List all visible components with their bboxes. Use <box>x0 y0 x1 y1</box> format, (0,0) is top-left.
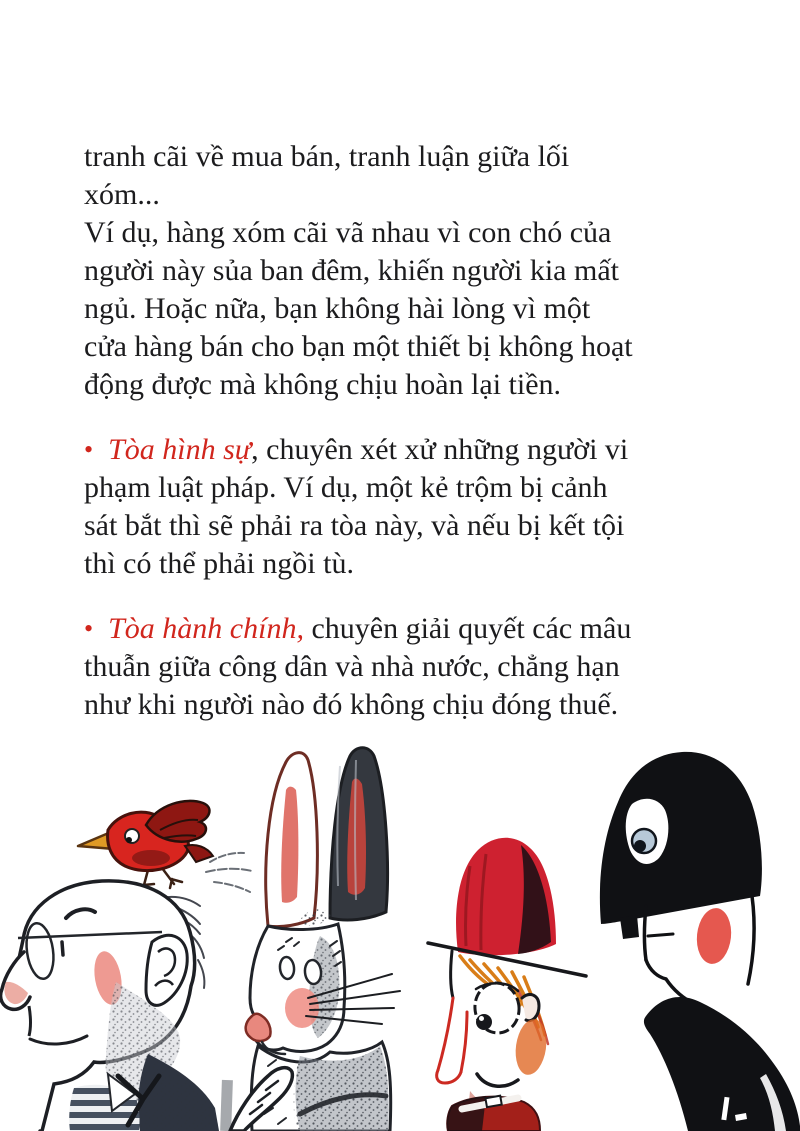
paragraph-1 <box>84 138 764 214</box>
text-run: , chuyên xét xử những người vi <box>251 433 629 466</box>
text-line: Ví dụ, hàng xóm cãi vã nhau vì con chó của <box>84 216 612 249</box>
text-line: phạm luật pháp. Ví dụ, một kẻ trộm bị cảnh <box>84 471 608 504</box>
text-line: như khi người nào đó không chịu đóng thuế. <box>84 688 619 721</box>
text-line: tranh cãi về mua bán, tranh luận giữa lối <box>84 140 570 173</box>
court-name-red-italic: Tòa hình sự <box>108 433 252 466</box>
motion-lines-icon <box>206 853 252 892</box>
paragraph-2 <box>84 214 764 404</box>
court-name-red-italic: Tòa hành chính, <box>108 612 304 645</box>
bullet-dot: • <box>84 614 94 643</box>
hooded-figure-icon <box>600 752 800 1131</box>
rabbit-icon <box>230 748 400 1131</box>
text-line: xóm... <box>84 178 160 211</box>
text-line: người này sủa ban đêm, khiến người kia mất <box>84 254 619 287</box>
characters-illustration <box>0 746 800 1131</box>
bullet-dot: • <box>84 435 94 464</box>
bullet-item-administrative-court <box>84 610 764 724</box>
text-run: chuyên giải quyết các mâu <box>303 612 632 645</box>
body-text <box>84 138 764 724</box>
bullet-item-criminal-court <box>84 431 764 583</box>
red-hat-man-icon <box>428 838 586 1131</box>
text-line: thì có thể phải ngồi tù. <box>84 547 354 580</box>
text-line: thuẫn giữa công dân và nhà nước, chẳng hạn <box>84 650 620 683</box>
text-line <box>84 610 764 648</box>
text-line: ngủ. Hoặc nữa, bạn không hài lòng vì một <box>84 292 591 325</box>
text-line: sát bắt thì sẽ phải ra tòa này, và nếu bị kết tội <box>84 509 625 542</box>
red-bird-icon <box>78 801 213 888</box>
text-line: cửa hàng bán cho bạn một thiết bị không hoạt <box>84 330 633 363</box>
text-line <box>84 431 764 469</box>
bald-man-icon <box>1 881 233 1131</box>
text-line: động được mà không chịu hoàn lại tiền. <box>84 368 562 401</box>
